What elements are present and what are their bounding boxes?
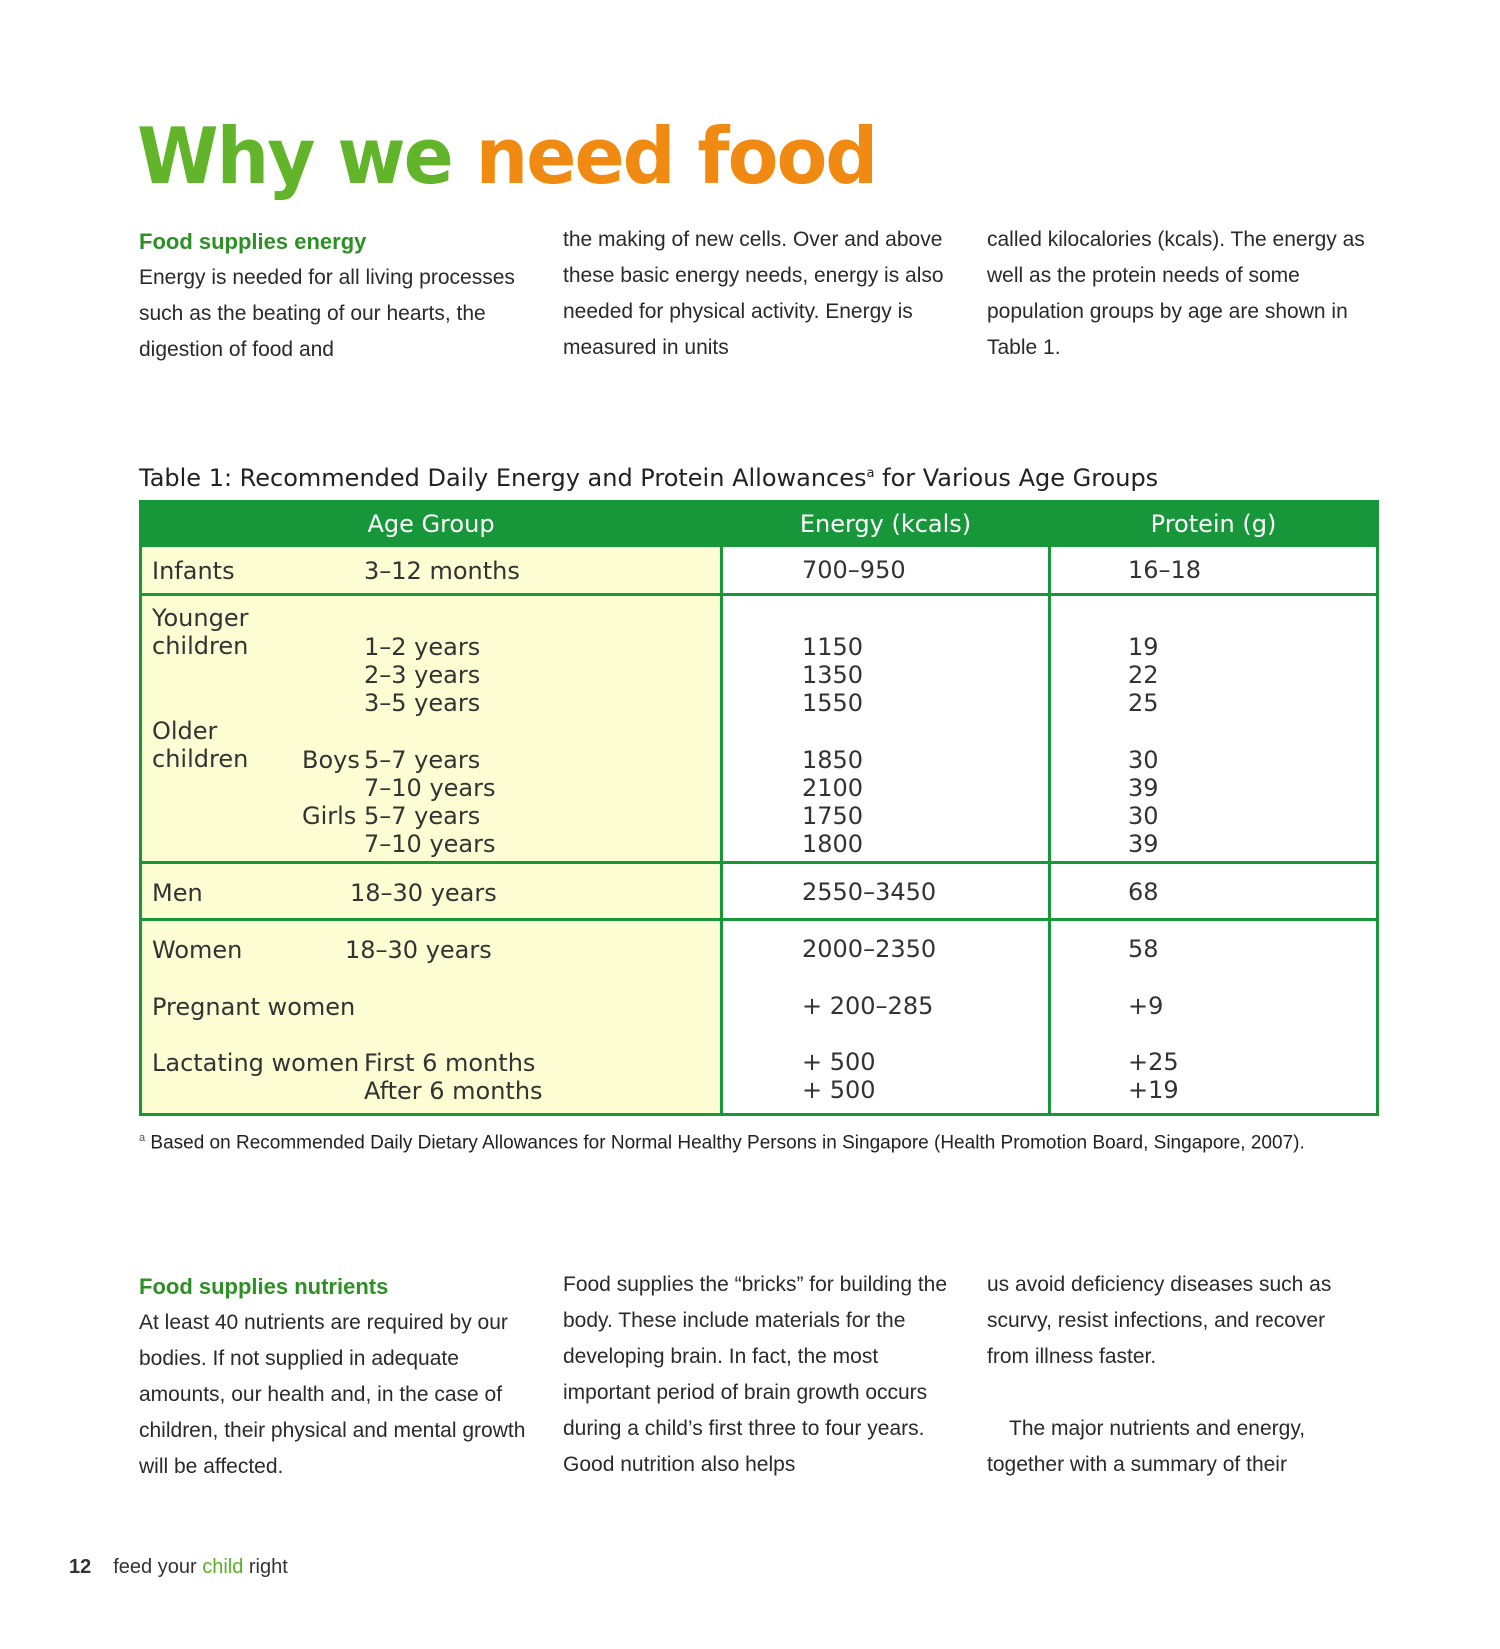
older-energy-3: 1750 bbox=[802, 802, 864, 830]
infants-energy-cell bbox=[722, 546, 1050, 595]
men-label: Men bbox=[152, 879, 203, 907]
older-label-1: Older bbox=[152, 717, 218, 745]
energy-column-2 bbox=[563, 222, 948, 366]
nutrients-text-3a: us avoid deficiency diseases such as scurvy, resist infections, and recover from illness faster. bbox=[987, 1273, 1332, 1368]
older-label-2: children bbox=[152, 745, 249, 773]
page-number: 12 bbox=[69, 1556, 92, 1578]
women-protein: 58 bbox=[1128, 935, 1159, 963]
younger-age-3: 3–5 years bbox=[364, 689, 481, 717]
title-part-orange: need food bbox=[475, 111, 877, 202]
women-protein-cell bbox=[1050, 920, 1378, 1115]
boys-label: Boys bbox=[302, 746, 360, 774]
caption-sup: a bbox=[866, 466, 875, 481]
lactating-label: Lactating women bbox=[152, 1049, 360, 1077]
nutrients-column-2 bbox=[563, 1267, 958, 1483]
header-energy: Energy (kcals) bbox=[722, 502, 1050, 546]
older-age-3: 5–7 years bbox=[364, 802, 481, 830]
men-age-cell bbox=[141, 863, 722, 920]
younger-label-1: Younger bbox=[152, 604, 249, 632]
nutrients-text-3b: The major nutrients and energy, together with a summary of their bbox=[987, 1417, 1306, 1476]
infants-age-cell bbox=[141, 546, 722, 595]
infants-age: 3–12 months bbox=[364, 557, 520, 585]
lactating-protein-1: +25 bbox=[1128, 1048, 1179, 1076]
older-protein-2: 39 bbox=[1128, 774, 1159, 802]
older-age-1: 5–7 years bbox=[364, 746, 481, 774]
younger-energy-1: 1150 bbox=[802, 633, 864, 661]
younger-protein-2: 22 bbox=[1128, 661, 1159, 689]
energy-heading: Food supplies energy bbox=[139, 229, 367, 254]
infants-protein-cell bbox=[1050, 546, 1378, 595]
infants-energy: 700–950 bbox=[802, 556, 906, 584]
girls-label: Girls bbox=[302, 802, 357, 830]
pregnant-label: Pregnant women bbox=[152, 993, 356, 1021]
men-protein: 68 bbox=[1128, 878, 1159, 906]
women-energy: 2000–2350 bbox=[802, 935, 937, 963]
women-energy-cell bbox=[722, 920, 1050, 1115]
nutrients-column-1 bbox=[139, 1269, 529, 1485]
caption-text-end: for Various Age Groups bbox=[874, 464, 1159, 492]
lactating-energy-1: + 500 bbox=[802, 1048, 876, 1076]
older-age-4: 7–10 years bbox=[364, 830, 496, 858]
footer-text-post: right bbox=[243, 1556, 288, 1578]
men-energy-cell bbox=[722, 863, 1050, 920]
men-energy: 2550–3450 bbox=[802, 878, 937, 906]
header-protein: Protein (g) bbox=[1050, 502, 1378, 546]
men-protein-cell bbox=[1050, 863, 1378, 920]
infants-label: Infants bbox=[152, 557, 235, 585]
younger-label-2: children bbox=[152, 632, 249, 660]
infants-protein: 16–18 bbox=[1128, 556, 1202, 584]
men-age: 18–30 years bbox=[350, 879, 497, 907]
older-protein-4: 39 bbox=[1128, 830, 1159, 858]
table-footnote bbox=[139, 1127, 1359, 1154]
children-age-cell bbox=[141, 595, 722, 863]
table-row-men bbox=[141, 863, 1378, 920]
older-energy-2: 2100 bbox=[802, 774, 864, 802]
table-caption bbox=[139, 464, 1158, 492]
younger-age-1: 1–2 years bbox=[364, 633, 481, 661]
nutrients-text-1: At least 40 nutrients are required by our bodies. If not supplied in adequate amounts, our health and, in the case of children, their physical and mental growth will be affected. bbox=[139, 1311, 526, 1478]
lactating-age-2: After 6 months bbox=[364, 1077, 543, 1105]
header-age-group: Age Group bbox=[141, 502, 722, 546]
energy-column-1 bbox=[139, 224, 529, 368]
table-row-children bbox=[141, 595, 1378, 863]
page-footer bbox=[69, 1556, 288, 1579]
energy-text-3: called kilocalories (kcals). The energy as well as the protein needs of some population groups by age are shown in Table 1. bbox=[987, 228, 1365, 359]
footnote-text: Based on Recommended Daily Dietary Allowances for Normal Healthy Persons in Singapore (Health Promotion Board, Singapore, 2007). bbox=[145, 1132, 1305, 1154]
younger-protein-1: 19 bbox=[1128, 633, 1159, 661]
lactating-protein-2: +19 bbox=[1128, 1076, 1179, 1104]
women-age: 18–30 years bbox=[345, 936, 492, 964]
older-protein-1: 30 bbox=[1128, 746, 1159, 774]
younger-age-2: 2–3 years bbox=[364, 661, 481, 689]
table-header-row bbox=[141, 502, 1378, 546]
pregnant-energy: + 200–285 bbox=[802, 992, 934, 1020]
table-row-infants bbox=[141, 546, 1378, 595]
nutrients-column-3 bbox=[987, 1267, 1372, 1483]
footer-text-accent: child bbox=[202, 1556, 244, 1578]
lactating-energy-2: + 500 bbox=[802, 1076, 876, 1104]
younger-protein-3: 25 bbox=[1128, 689, 1159, 717]
energy-text-2: the making of new cells. Over and above these basic energy needs, energy is also needed for physical activity. Energy is measured in units bbox=[563, 228, 944, 359]
pregnant-protein: +9 bbox=[1128, 992, 1164, 1020]
older-age-2: 7–10 years bbox=[364, 774, 496, 802]
energy-column-3 bbox=[987, 222, 1382, 366]
page-title bbox=[137, 111, 877, 202]
caption-text: Table 1: Recommended Daily Energy and Protein Allowances bbox=[139, 464, 867, 492]
women-age-cell bbox=[141, 920, 722, 1115]
nutrients-text-2: Food supplies the “bricks” for building the body. These include materials for the developing brain. In fact, the most important period of brain growth occurs during a child’s first three to four years. Good nutrition also helps bbox=[563, 1273, 948, 1476]
children-energy-cell bbox=[722, 595, 1050, 863]
footer-text-pre: feed your bbox=[113, 1556, 203, 1578]
women-label: Women bbox=[152, 936, 243, 964]
younger-energy-3: 1550 bbox=[802, 689, 864, 717]
older-energy-1: 1850 bbox=[802, 746, 864, 774]
younger-energy-2: 1350 bbox=[802, 661, 864, 689]
title-part-green: Why we bbox=[137, 111, 452, 202]
children-protein-cell bbox=[1050, 595, 1378, 863]
allowances-table bbox=[139, 500, 1379, 1116]
table-row-women bbox=[141, 920, 1378, 1115]
older-protein-3: 30 bbox=[1128, 802, 1159, 830]
footnote-sup: a bbox=[139, 1132, 146, 1144]
nutrients-heading: Food supplies nutrients bbox=[139, 1274, 389, 1299]
energy-text-1: Energy is needed for all living processes such as the beating of our hearts, the digestion of food and bbox=[139, 266, 515, 361]
lactating-age-1: First 6 months bbox=[364, 1049, 536, 1077]
older-energy-4: 1800 bbox=[802, 830, 864, 858]
